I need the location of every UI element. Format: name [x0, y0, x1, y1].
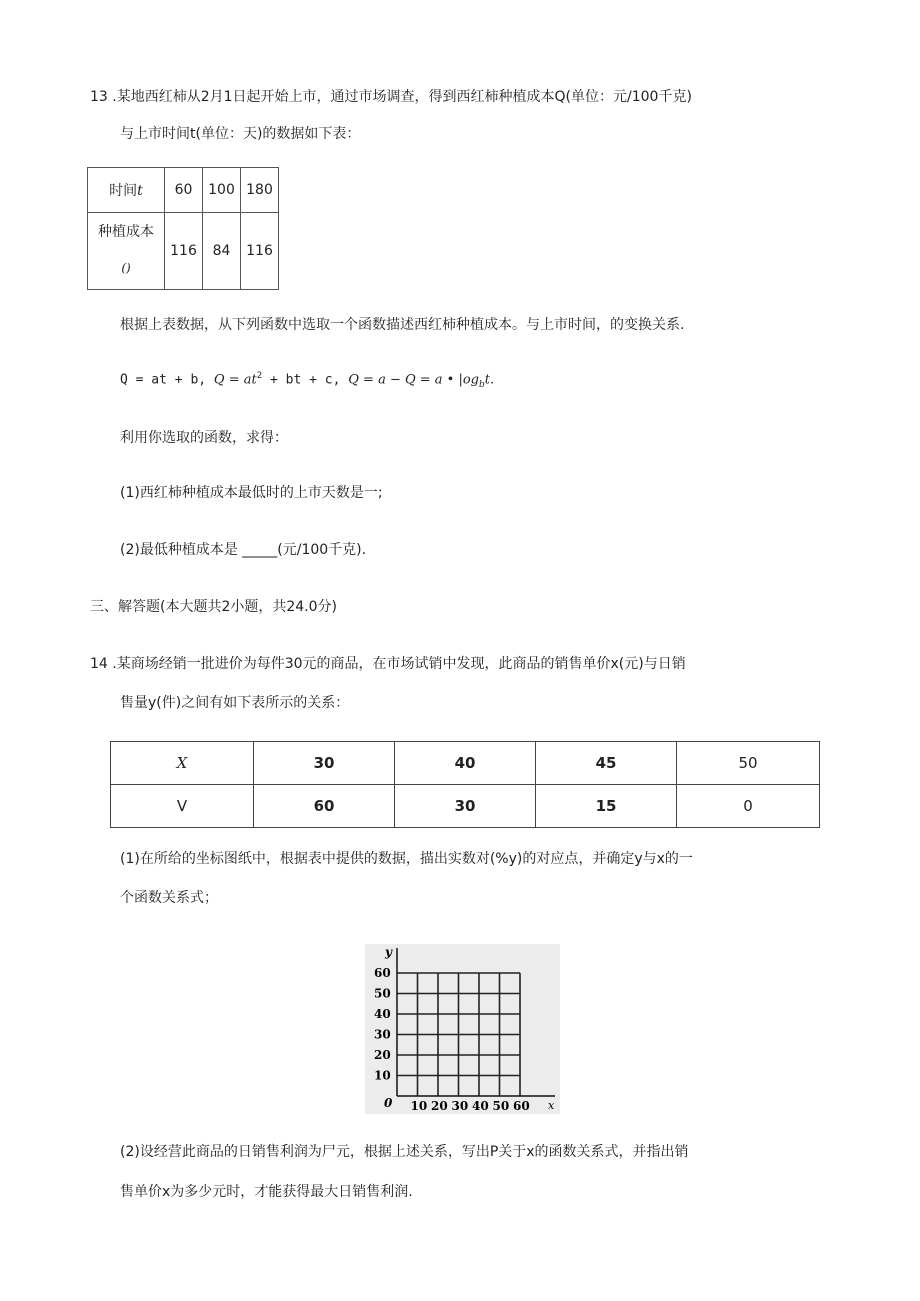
x-tick-label: 30 — [451, 1099, 469, 1113]
cost-header: 种植成本 () — [88, 213, 165, 290]
y-value-cell: 15 — [536, 785, 677, 828]
y-tick-label: 60 — [374, 966, 391, 980]
q13-formulas: Q = at + b, $Q = at^2$ + bt + c, Q = a − Q = a • $|og_bt$. — [120, 371, 495, 390]
x-tick-label: 20 — [431, 1099, 448, 1113]
q13-use-func: 利用你选取的函数，求得： — [120, 430, 288, 446]
y-value-cell: 60 — [254, 785, 395, 828]
time-cell: 100 — [203, 168, 241, 213]
x-value-cell: 30 — [254, 742, 395, 785]
y-tick-label: 10 — [374, 1068, 391, 1083]
q14-part2-line1: (2)设经营此商品的日销售利润为尸元，根据上述关系，写出P关于x的函数关系式，并指出销 — [120, 1144, 689, 1160]
cost-cell: 84 — [203, 213, 241, 290]
x-tick-label: 10 — [410, 1099, 428, 1113]
x-value-cell: 40 — [395, 742, 536, 785]
x-tick-label: 40 — [472, 1099, 489, 1113]
y-tick-label: 20 — [374, 1048, 391, 1062]
time-header: 时间t — [88, 168, 165, 213]
q13-instruction: 根据上表数据，从下列函数中选取一个函数描述西红柿种植成本。与上市时间，的变换关系. — [120, 317, 685, 333]
x-value-cell: 50 — [677, 742, 820, 785]
q13-part1: (1)西红柿种植成本最低时的上市天数是一; — [120, 485, 383, 501]
q14-part1-line2: 个函数关系式； — [120, 890, 218, 906]
x-label-cell: X — [111, 742, 254, 785]
time-cell: 180 — [241, 168, 279, 213]
time-cell: 60 — [165, 168, 203, 213]
coordinate-grid — [365, 944, 560, 1114]
y-tick-label: 30 — [374, 1027, 391, 1042]
q14-table — [110, 741, 820, 828]
y-axis-label: y — [385, 945, 392, 959]
x-axis-label: x — [548, 1099, 555, 1112]
x-tick-label: 50 — [492, 1099, 510, 1113]
q14-line1: 14 .某商场经销一批进价为每件30元的商品，在市场试销中发现，此商品的销售单价x(元)与日销 — [90, 656, 686, 672]
q14-line2: 售量y(件)之间有如下表所示的关系： — [120, 695, 350, 711]
grid-background — [365, 944, 560, 1114]
cost-cell: 116 — [165, 213, 203, 290]
q13-table — [87, 167, 279, 290]
q13-part2: (2)最低种植成本是 _____(元/100千克). — [120, 542, 367, 558]
q14-part2-line2: 售单价x为多少元时，才能获得最大日销售利润. — [120, 1184, 413, 1200]
q13-line2: 与上市时间t(单位：天)的数据如下表： — [120, 126, 361, 142]
y-tick-label: 40 — [374, 1007, 391, 1021]
y-tick-label: 50 — [374, 986, 391, 1001]
q13-line1: 13 .某地西红柿从2月1日起开始上市，通过市场调查，得到西红柿种植成本Q(单位：元/100千克) — [90, 89, 692, 105]
y-value-cell: 30 — [395, 785, 536, 828]
y-label-cell: V — [111, 785, 254, 828]
x-tick-label: 60 — [513, 1099, 530, 1113]
x-value-cell: 45 — [536, 742, 677, 785]
cost-cell: 116 — [241, 213, 279, 290]
section-title: 三、解答题(本大题共2小题，共24.0分) — [90, 599, 338, 615]
y-value-cell: 0 — [677, 785, 820, 828]
origin-label: 0 — [384, 1096, 393, 1110]
q14-part1-line1: (1)在所给的坐标图纸中，根据表中提供的数据，描出实数对(%y)的对应点，并确定y与x的一 — [120, 851, 693, 867]
